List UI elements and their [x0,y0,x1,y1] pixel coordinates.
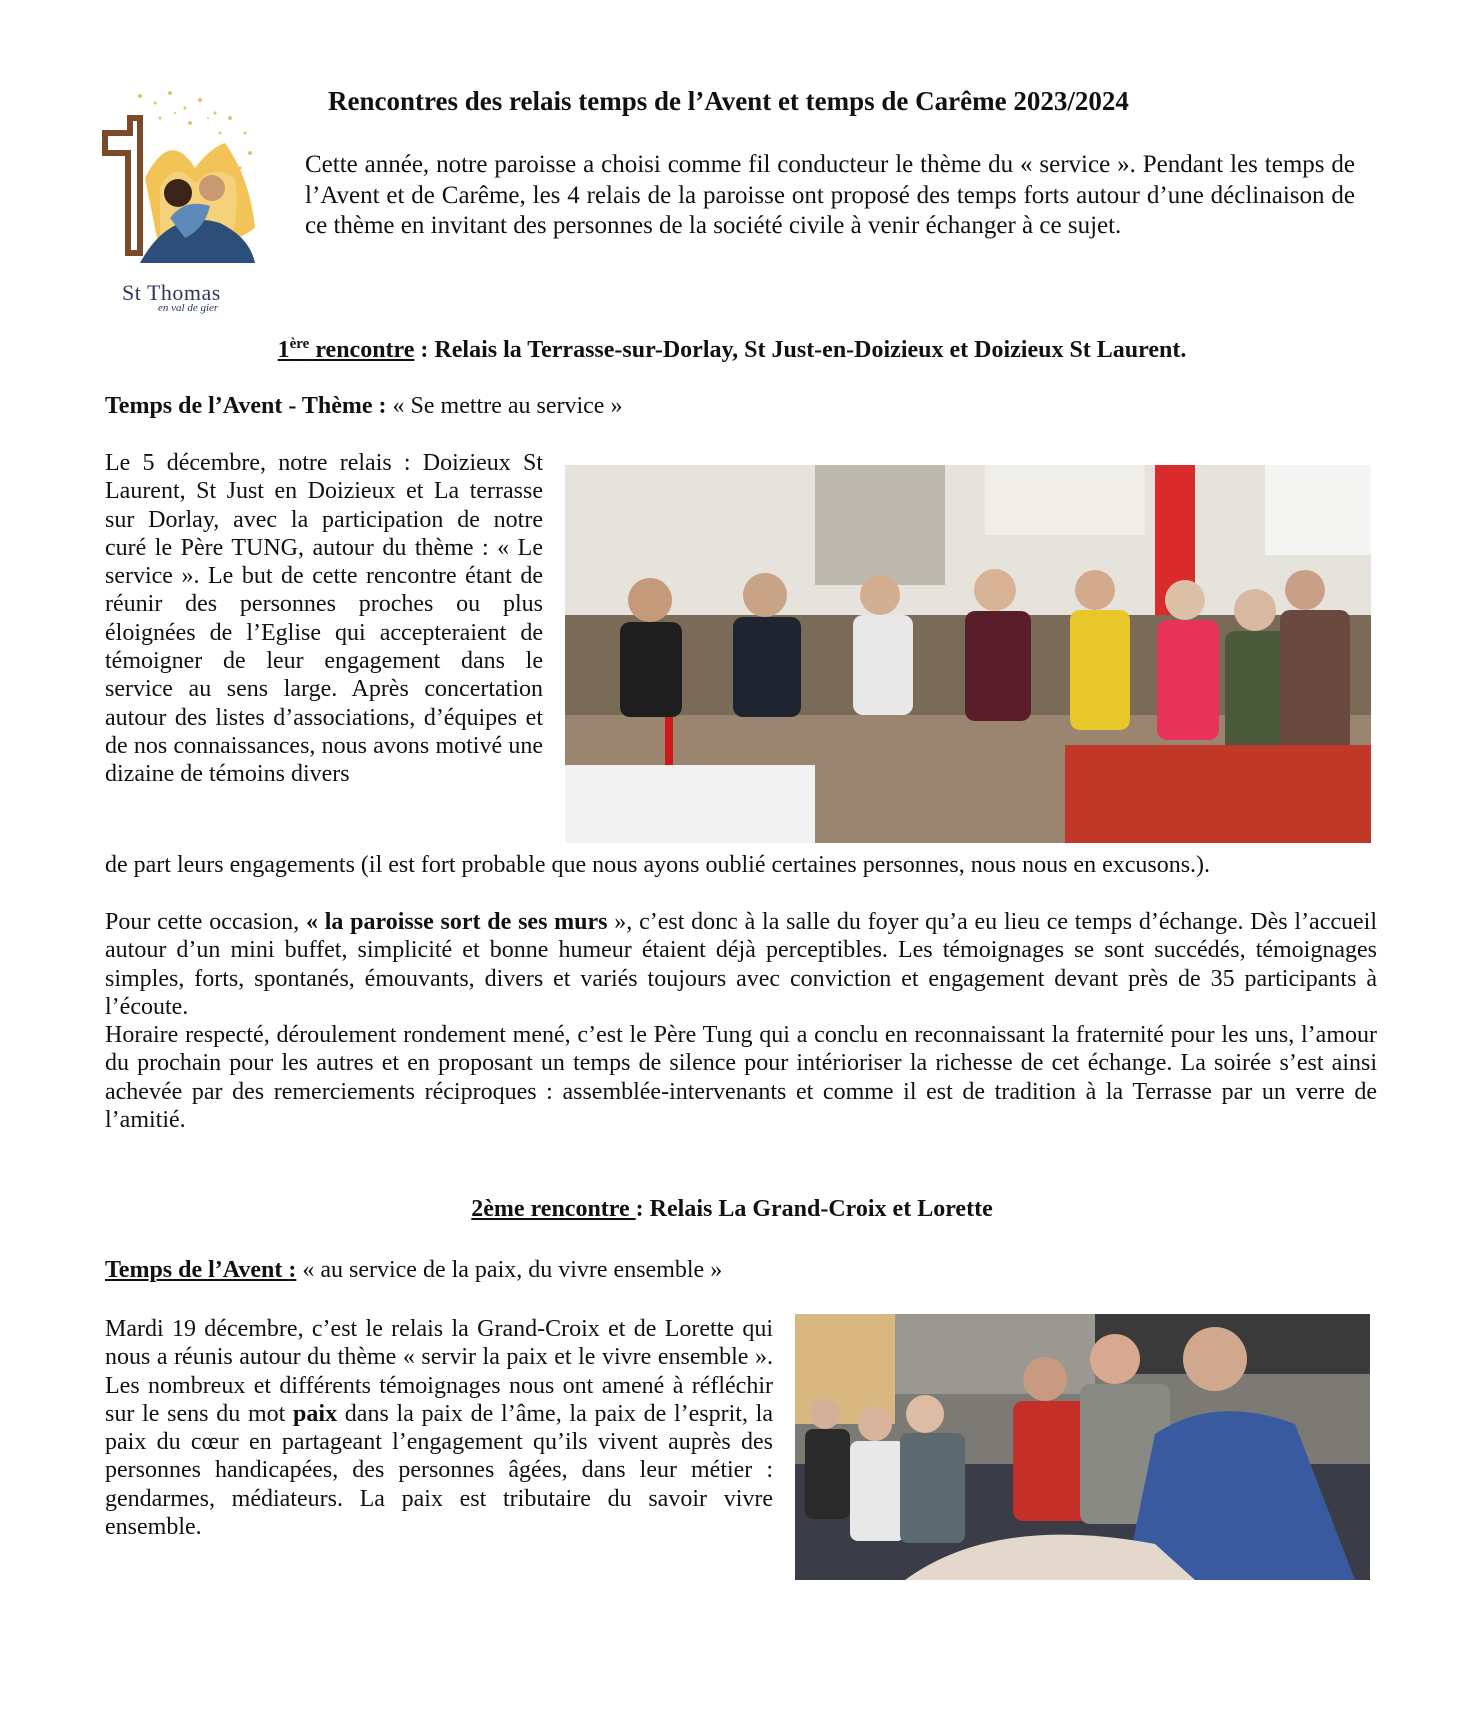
parish-logo [100,88,275,313]
meeting-photo-illustration [565,465,1371,843]
section2-subtitle-colon: : [288,1257,297,1283]
logo-name: St Thomas [122,280,221,305]
section2-subtitle-theme: « au service de la paix, du vivre ensemble » [296,1257,723,1283]
page-title: Rencontres des relais temps de l’Avent et temps de Carême 2023/2024 [328,86,1129,116]
section1-subtitle-theme: « Se mettre au service » [392,393,623,419]
section1-number: 1 [277,337,290,363]
section1-paragraph-2 [105,908,1377,1021]
section1-heading-rest: : Relais la Terrasse-sur-Dorlay, St Just-en-Doizieux et Doizieux St Laurent. [414,337,1187,363]
section2-text-bold: paix [293,1400,338,1427]
section1-heading-label [278,337,415,363]
section2-subtitle-bold [105,1257,296,1283]
section1-heading [0,336,1464,364]
logo-subtitle: en val de gier [158,302,219,314]
section1-p2-start: Pour cette occasion, [105,909,306,935]
section2-column-text [105,1315,773,1541]
intro-paragraph: Cette année, notre paroisse a choisi comme fil conducteur le thème du « service ». Pendant les temps de l’Avent et de Carême, les 4 relais de la paroisse ont proposé des temps forts autour d’une déclinaison de ce thème en invitant des personnes de la société civile à venir échanger à ce sujet. [305,151,1355,239]
section1-p2-end: », c’est donc à la salle du foyer qu’a eu lieu ce temps d’échange. Dès l’accueil autour d’un mini buffet, simplicité et bonne humeur étaient déjà perceptibles. Les témoignages se sont succédés, témoignages simples, forts, spontanés, émouvants, divers et variés toujours avec conviction et engagement devant près de 35 participants à l’écoute. [105,909,1378,1020]
section2-heading-rest: : Relais La Grand-Croix et Lorette [635,1196,993,1222]
section2-subtitle-label: Temps de l’Avent [105,1257,289,1283]
section1-subtitle [105,393,622,420]
section1-subtitle-bold: Temps de l’Avent - Thème : [105,393,393,419]
section1-column-text: Le 5 décembre, notre relais : Doizieux St Laurent, St Just en Doizieux et La terrasse sur Dorlay, avec la participation de notre curé le Père TUNG, autour du thème : « Le service ». Le but de cette rencontre étant de réunir des personnes proches ou plus éloignées de l’Eglise qui accepteraient de témoigner de leur engagement dans le service au sens large. Après concertation autour des listes d’associations, d’équipes et de nos connaissances, nous avons motivé une dizaine de témoins divers [105,450,543,788]
section1-p2-bold: « la paroisse sort de ses murs [305,909,608,935]
section1-label: rencontre [309,337,415,363]
section1-paragraph-3: Horaire respecté, déroulement rondement mené, c’est le Père Tung qui a conclu en reconnaissant la fraternité pour les uns, l’amour du prochain pour les autres et en proposant un temps de silence pour intérioriser la richesse de cet échange. La soirée s’est ainsi achevée par des remerciements réciproques : assemblée-intervenants et comme il est de tradition à la Terrasse par un verre de l’amitié. [105,1022,1377,1133]
section2-subtitle [105,1257,722,1284]
section2-photo [795,1314,1370,1580]
section2-text-end: dans la paix de l’âme, la paix de l’esprit, la paix du cœur en partageant l’engagement qu’ils vivent auprès des personnes handicapées, des personnes âgées, dans leur métier : gendarmes, médiateurs. La paix est tributaire du savoir vivre ensemble. [105,1400,774,1541]
section1-continuation: de part leurs engagements (il est fort probable que nous ayons oublié certaines personnes, nous nous en excusons.). [105,852,1211,878]
section2-text-start: Mardi 19 décembre, c’est le relais la Grand-Croix et de Lorette qui nous a réunis autour du thème « servir la paix et le vivre ensemble ». Les nombreux et différents témoignages nous ont amené à réfléchir sur le sens du mot [105,1316,773,1427]
section2-heading [0,1196,1464,1223]
section1-superscript: ère [289,336,310,352]
section2-heading-label: 2ème rencontre [471,1196,636,1222]
meeting-photo-2-illustration [795,1314,1370,1580]
section1-photo [565,465,1371,843]
